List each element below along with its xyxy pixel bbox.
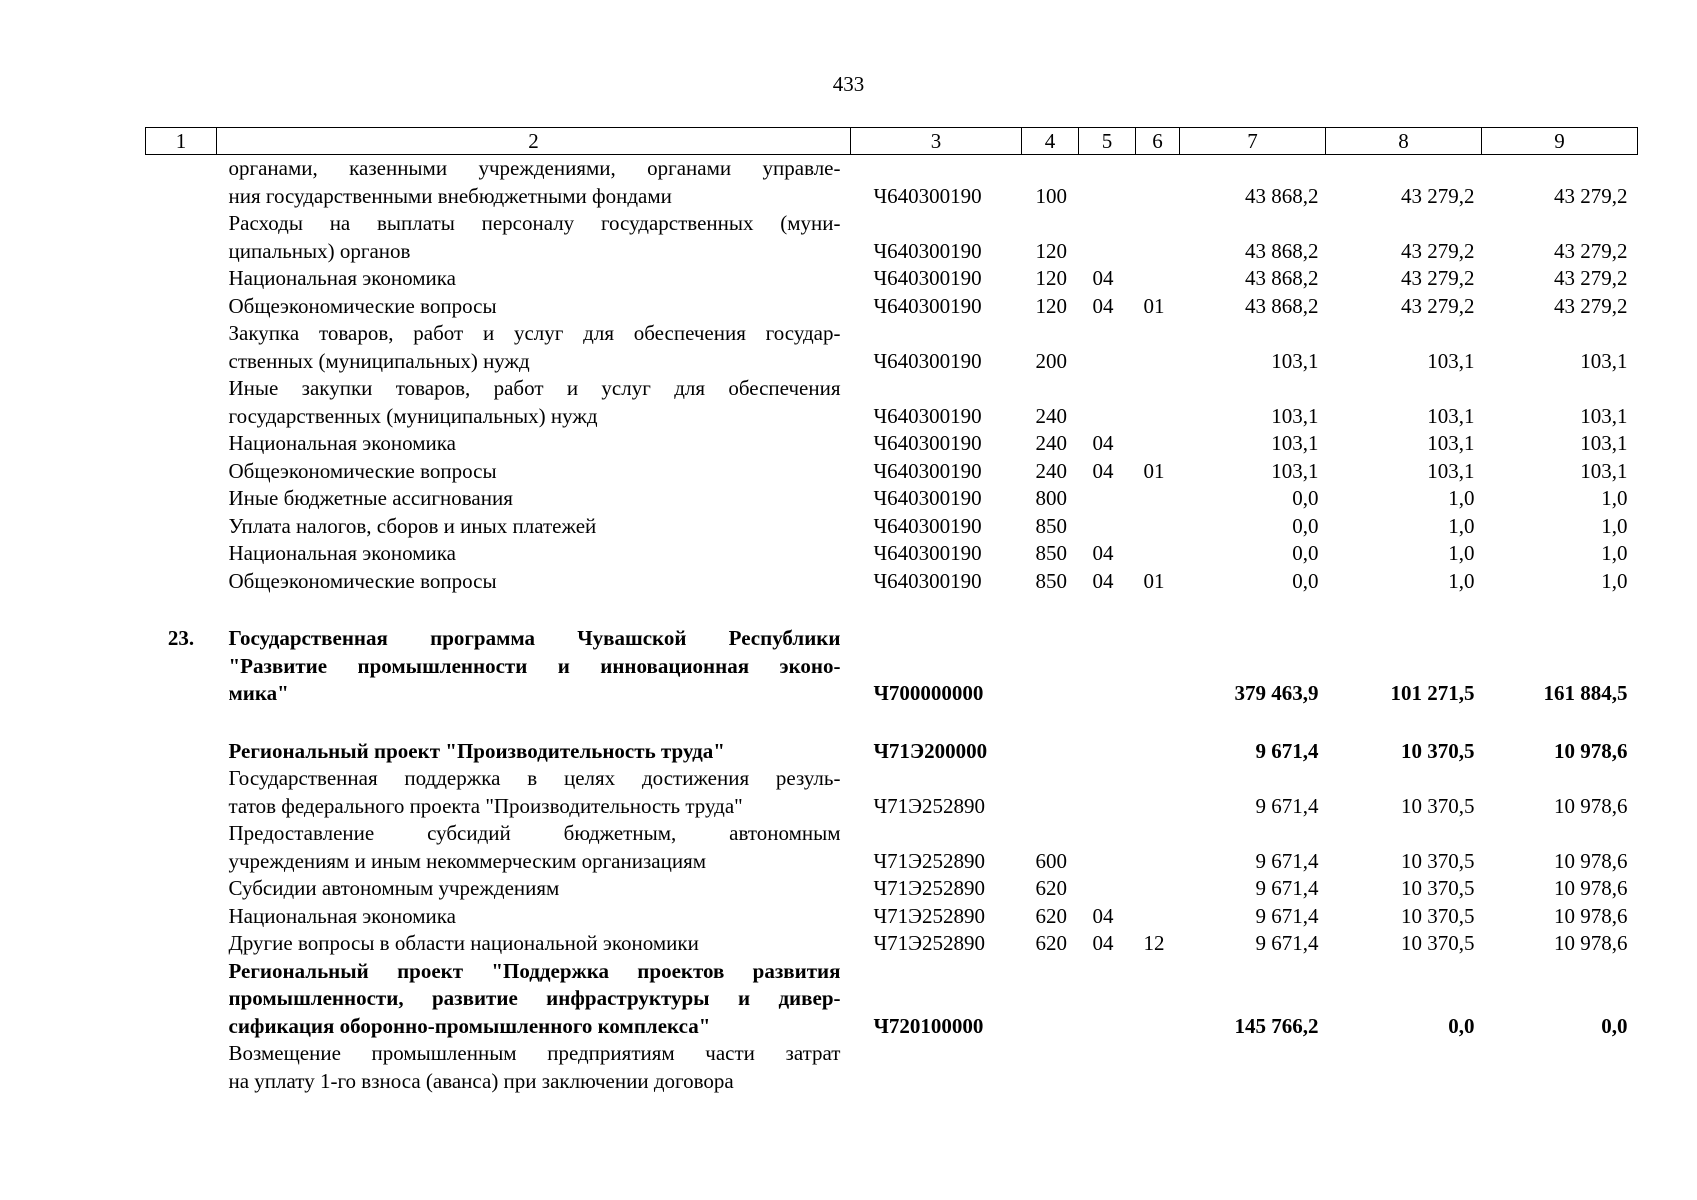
column-header: 8 — [1326, 128, 1482, 155]
row-name-line: ния государственными внебюджетными фондами — [228, 183, 672, 208]
row-name-line: Закупка товаров, работ и услуг для обеспечения государ- — [228, 321, 841, 345]
target-article-code: Ч700000000 — [873, 681, 984, 705]
section-code — [1079, 958, 1136, 1041]
row-name — [217, 903, 851, 931]
target-article-code: Ч640300190 — [873, 403, 982, 428]
amount-col9: 161 884,5 — [1543, 681, 1628, 705]
amount-col9: 43 279,2 — [1554, 293, 1628, 318]
subsection-code — [1136, 513, 1180, 541]
column-header: 4 — [1022, 128, 1079, 155]
row-name-line: государственных (муниципальных) нужд — [228, 403, 598, 428]
row-name-line: органами, казенными учреждениями, органами управле- — [228, 156, 841, 180]
amount-col9: 103,1 — [1580, 403, 1628, 428]
amount-col7: 9 671,4 — [1255, 903, 1319, 928]
subsection-code — [1136, 210, 1180, 265]
row-number — [146, 155, 217, 211]
row-number — [146, 875, 217, 903]
target-article-code: Ч640300190 — [873, 541, 982, 565]
amount-col8: 10 370,5 — [1401, 848, 1475, 873]
column-header: 1 — [146, 128, 217, 155]
row-number — [146, 540, 217, 568]
row-name — [217, 540, 851, 568]
table-row — [146, 375, 1638, 430]
row-name — [217, 820, 851, 875]
section-code — [1079, 485, 1136, 513]
expense-group: 240 — [1035, 458, 1067, 483]
section-code: 04 — [1092, 431, 1114, 455]
section-code — [1079, 820, 1136, 875]
spacer-row — [146, 595, 1638, 625]
row-name — [217, 265, 851, 293]
target-article-code: Ч640300190 — [873, 431, 982, 455]
amount-col8: 0,0 — [1448, 1013, 1475, 1038]
row-name — [217, 625, 851, 708]
expense-group: 620 — [1035, 931, 1067, 955]
expense-group: 620 — [1035, 876, 1067, 900]
section-code — [1079, 765, 1136, 820]
row-name-line: на уплату 1-го взноса (аванса) при заключении договора — [228, 1068, 734, 1093]
row-number: 23. — [167, 626, 195, 650]
row-name-line: Общеэкономические вопросы — [228, 458, 497, 483]
row-name-line: мика" — [228, 681, 289, 705]
amount-col9: 10 978,6 — [1554, 793, 1628, 818]
row-name — [217, 320, 851, 375]
row-name-line: Национальная экономика — [228, 431, 456, 455]
row-name — [217, 293, 851, 321]
table-row — [146, 155, 1638, 211]
row-number — [146, 485, 217, 513]
section-code — [1079, 155, 1136, 211]
row-name — [217, 1040, 851, 1095]
subsection-code — [1136, 375, 1180, 430]
row-name — [217, 738, 851, 766]
column-header: 2 — [217, 128, 851, 155]
table-row — [146, 820, 1638, 875]
subsection-code — [1136, 320, 1180, 375]
expense-group: 850 — [1035, 568, 1067, 593]
amount-col9 — [1482, 1040, 1638, 1095]
row-number — [146, 320, 217, 375]
subsection-code — [1136, 765, 1180, 820]
row-name-line: Иные закупки товаров, работ и услуг для обеспечения — [228, 376, 841, 400]
table-row — [146, 485, 1638, 513]
subsection-code: 01 — [1143, 293, 1165, 318]
target-article-code: Ч640300190 — [873, 238, 982, 263]
amount-col8: 10 370,5 — [1401, 931, 1475, 955]
row-number — [146, 738, 217, 766]
amount-col8: 103,1 — [1427, 431, 1475, 455]
target-article-code: Ч640300190 — [873, 458, 982, 483]
row-number — [146, 458, 217, 486]
expense-group: 600 — [1035, 848, 1067, 873]
amount-col7: 43 868,2 — [1245, 293, 1319, 318]
column-header: 3 — [851, 128, 1022, 155]
table-row — [146, 293, 1638, 321]
amount-col8: 101 271,5 — [1390, 681, 1475, 705]
table-row — [146, 930, 1638, 958]
table-row — [146, 738, 1638, 766]
header-row — [146, 128, 1638, 155]
budget-table — [145, 127, 1638, 1095]
table-row — [146, 765, 1638, 820]
section-code — [1079, 210, 1136, 265]
target-article-code: Ч71Э252890 — [873, 876, 986, 900]
target-article-code — [851, 1040, 1022, 1095]
section-code — [1079, 320, 1136, 375]
section-code: 04 — [1092, 266, 1114, 290]
section-code — [1079, 375, 1136, 430]
row-name-line: Национальная экономика — [228, 541, 456, 565]
table-row — [146, 458, 1638, 486]
row-name — [217, 485, 851, 513]
target-article-code: Ч640300190 — [873, 348, 982, 373]
row-number — [146, 513, 217, 541]
row-name — [217, 513, 851, 541]
expense-group: 850 — [1035, 513, 1067, 538]
row-number — [146, 375, 217, 430]
row-name — [217, 155, 851, 211]
amount-col7: 9 671,4 — [1255, 793, 1319, 818]
row-name-line: Иные бюджетные ассигнования — [228, 486, 513, 510]
row-number — [146, 430, 217, 458]
section-code — [1079, 513, 1136, 541]
subsection-code: 01 — [1143, 568, 1165, 593]
table-row — [146, 625, 1638, 708]
row-name — [217, 765, 851, 820]
row-name-line: сификация оборонно-промышленного комплекса" — [228, 1013, 711, 1038]
expense-group: 850 — [1035, 541, 1067, 565]
amount-col8: 10 370,5 — [1401, 876, 1475, 900]
amount-col7: 103,1 — [1271, 403, 1319, 428]
amount-col8: 1,0 — [1448, 541, 1475, 565]
amount-col7: 103,1 — [1271, 458, 1319, 483]
subsection-code — [1136, 485, 1180, 513]
spacer-row — [146, 708, 1638, 738]
amount-col7: 103,1 — [1271, 431, 1319, 455]
section-code: 04 — [1092, 541, 1114, 565]
amount-col8: 10 370,5 — [1401, 738, 1475, 763]
expense-group: 800 — [1035, 486, 1067, 510]
table-row — [146, 430, 1638, 458]
amount-col8: 43 279,2 — [1401, 238, 1475, 263]
row-name-line: Региональный проект "Производительность труда" — [228, 738, 725, 763]
row-name-line: Государственная программа Чувашской Республики — [228, 626, 841, 650]
amount-col9: 10 978,6 — [1554, 931, 1628, 955]
row-name-line: Общеэкономические вопросы — [228, 293, 497, 318]
table-row — [146, 875, 1638, 903]
column-header: 5 — [1079, 128, 1136, 155]
row-name — [217, 958, 851, 1041]
amount-col9: 43 279,2 — [1554, 183, 1628, 208]
amount-col9: 10 978,6 — [1554, 876, 1628, 900]
amount-col7: 9 671,4 — [1255, 876, 1319, 900]
target-article-code: Ч640300190 — [873, 513, 982, 538]
subsection-code — [1136, 540, 1180, 568]
table-row — [146, 903, 1638, 931]
expense-group: 100 — [1035, 183, 1067, 208]
amount-col8: 43 279,2 — [1401, 183, 1475, 208]
row-name — [217, 458, 851, 486]
amount-col7: 103,1 — [1271, 348, 1319, 373]
amount-col7 — [1180, 1040, 1326, 1095]
section-code: 04 — [1092, 293, 1114, 318]
amount-col9: 103,1 — [1580, 348, 1628, 373]
target-article-code: Ч640300190 — [873, 568, 982, 593]
table-row — [146, 265, 1638, 293]
amount-col7: 0,0 — [1292, 541, 1319, 565]
row-name — [217, 210, 851, 265]
row-name — [217, 930, 851, 958]
row-name-line: Предоставление субсидий бюджетным, автономным — [228, 821, 841, 845]
amount-col9: 10 978,6 — [1554, 848, 1628, 873]
expense-group: 620 — [1035, 903, 1067, 928]
amount-col9: 10 978,6 — [1554, 738, 1628, 763]
amount-col7: 9 671,4 — [1255, 738, 1319, 763]
target-article-code: Ч640300190 — [873, 183, 982, 208]
row-name-line: "Развитие промышленности и инновационная эконо- — [228, 653, 841, 678]
row-number — [146, 293, 217, 321]
amount-col7: 0,0 — [1292, 486, 1319, 510]
target-article-code: Ч71Э200000 — [873, 738, 988, 763]
row-name-line: ципальных) органов — [228, 238, 411, 263]
section-code: 04 — [1092, 568, 1114, 593]
subsection-code — [1136, 265, 1180, 293]
table-row — [146, 210, 1638, 265]
amount-col9: 1,0 — [1601, 486, 1628, 510]
expense-group: 120 — [1035, 238, 1067, 263]
row-number — [146, 903, 217, 931]
row-number — [146, 958, 217, 1041]
row-name-line: Государственная поддержка в целях достижения резуль- — [228, 766, 841, 790]
expense-group: 120 — [1035, 293, 1067, 318]
row-name-line: Возмещение промышленным предприятиям части затрат — [228, 1041, 841, 1065]
subsection-code — [1136, 875, 1180, 903]
target-article-code: Ч640300190 — [873, 486, 982, 510]
target-article-code: Ч71Э252890 — [873, 931, 986, 955]
amount-col9: 0,0 — [1601, 1013, 1628, 1038]
subsection-code: 12 — [1143, 931, 1165, 955]
subsection-code — [1136, 738, 1180, 766]
amount-col7: 145 766,2 — [1234, 1013, 1319, 1038]
amount-col9: 1,0 — [1601, 513, 1628, 538]
amount-col8: 10 370,5 — [1401, 793, 1475, 818]
amount-col7: 0,0 — [1292, 568, 1319, 593]
amount-col9: 103,1 — [1580, 431, 1628, 455]
spacer-cell — [146, 708, 1638, 738]
amount-col7: 0,0 — [1292, 513, 1319, 538]
row-name — [217, 375, 851, 430]
row-name-line: учреждениям и иным некоммерческим организациям — [228, 848, 707, 873]
row-name — [217, 430, 851, 458]
row-name — [217, 568, 851, 596]
row-number — [146, 210, 217, 265]
amount-col7: 43 868,2 — [1245, 183, 1319, 208]
section-code — [1079, 738, 1136, 766]
expense-group — [1022, 765, 1079, 820]
section-code: 04 — [1092, 458, 1114, 483]
subsection-code — [1136, 903, 1180, 931]
row-number — [146, 1040, 217, 1095]
amount-col9: 10 978,6 — [1554, 903, 1628, 928]
target-article-code: Ч720100000 — [873, 1013, 984, 1038]
amount-col9: 1,0 — [1601, 541, 1628, 565]
target-article-code: Ч640300190 — [873, 293, 982, 318]
subsection-code — [1136, 820, 1180, 875]
row-name-line: татов федерального проекта "Производительность труда" — [228, 793, 743, 818]
amount-col8: 1,0 — [1448, 513, 1475, 538]
subsection-code — [1136, 958, 1180, 1041]
row-name-line: Расходы на выплаты персоналу государственных (муни- — [228, 211, 841, 235]
expense-group: 240 — [1035, 431, 1067, 455]
table-row — [146, 568, 1638, 596]
expense-group: 240 — [1035, 403, 1067, 428]
table-body — [146, 155, 1638, 1096]
amount-col8: 103,1 — [1427, 458, 1475, 483]
target-article-code: Ч640300190 — [873, 266, 982, 290]
row-number — [146, 568, 217, 596]
section-code: 04 — [1092, 903, 1114, 928]
row-name-line: Другие вопросы в области национальной экономики — [228, 931, 699, 955]
subsection-code — [1136, 625, 1180, 708]
row-name — [217, 875, 851, 903]
amount-col8: 1,0 — [1448, 486, 1475, 510]
target-article-code: Ч71Э252890 — [873, 793, 986, 818]
column-header: 7 — [1180, 128, 1326, 155]
column-header: 6 — [1136, 128, 1180, 155]
row-number — [146, 765, 217, 820]
target-article-code: Ч71Э252890 — [873, 903, 986, 928]
row-name-line: Общеэкономические вопросы — [228, 568, 497, 593]
section-code — [1079, 625, 1136, 708]
expense-group: 120 — [1035, 266, 1067, 290]
row-name-line: Национальная экономика — [228, 266, 456, 290]
row-name-line: Национальная экономика — [228, 903, 456, 928]
row-number — [146, 820, 217, 875]
row-number — [146, 930, 217, 958]
target-article-code: Ч71Э252890 — [873, 848, 986, 873]
expense-group — [1022, 625, 1079, 708]
row-name-line: Уплата налогов, сборов и иных платежей — [228, 513, 597, 538]
amount-col7: 43 868,2 — [1245, 238, 1319, 263]
amount-col8: 1,0 — [1448, 568, 1475, 593]
row-name-line: Субсидии автономным учреждениям — [228, 876, 560, 900]
expense-group: 200 — [1035, 348, 1067, 373]
section-code: 04 — [1092, 931, 1114, 955]
row-name-line: промышленности, развитие инфраструктуры и дивер- — [228, 986, 841, 1010]
section-code — [1079, 1040, 1136, 1095]
expense-group — [1022, 1040, 1079, 1095]
amount-col8: 103,1 — [1427, 403, 1475, 428]
amount-col9: 43 279,2 — [1554, 266, 1628, 290]
amount-col8 — [1326, 1040, 1482, 1095]
spacer-cell — [146, 595, 1638, 625]
row-name-line: Региональный проект "Поддержка проектов развития — [228, 958, 841, 983]
row-name-line: ственных (муниципальных) нужд — [228, 348, 530, 373]
expense-group — [1022, 958, 1079, 1041]
amount-col8: 43 279,2 — [1401, 266, 1475, 290]
table-row — [146, 540, 1638, 568]
expense-group — [1022, 738, 1079, 766]
amount-col7: 379 463,9 — [1234, 681, 1319, 705]
row-number — [146, 265, 217, 293]
table-row — [146, 320, 1638, 375]
amount-col9: 1,0 — [1601, 568, 1628, 593]
subsection-code — [1136, 1040, 1180, 1095]
amount-col7: 43 868,2 — [1245, 266, 1319, 290]
amount-col8: 10 370,5 — [1401, 903, 1475, 928]
section-code — [1079, 875, 1136, 903]
amount-col7: 9 671,4 — [1255, 848, 1319, 873]
amount-col9: 43 279,2 — [1554, 238, 1628, 263]
column-header: 9 — [1482, 128, 1638, 155]
amount-col9: 103,1 — [1580, 458, 1628, 483]
table-row — [146, 513, 1638, 541]
subsection-code: 01 — [1143, 458, 1165, 483]
subsection-code — [1136, 155, 1180, 211]
amount-col8: 103,1 — [1427, 348, 1475, 373]
table-row — [146, 1040, 1638, 1095]
table-row — [146, 958, 1638, 1041]
subsection-code — [1136, 430, 1180, 458]
page-number: 433 — [832, 72, 865, 96]
amount-col8: 43 279,2 — [1401, 293, 1475, 318]
amount-col7: 9 671,4 — [1255, 931, 1319, 955]
